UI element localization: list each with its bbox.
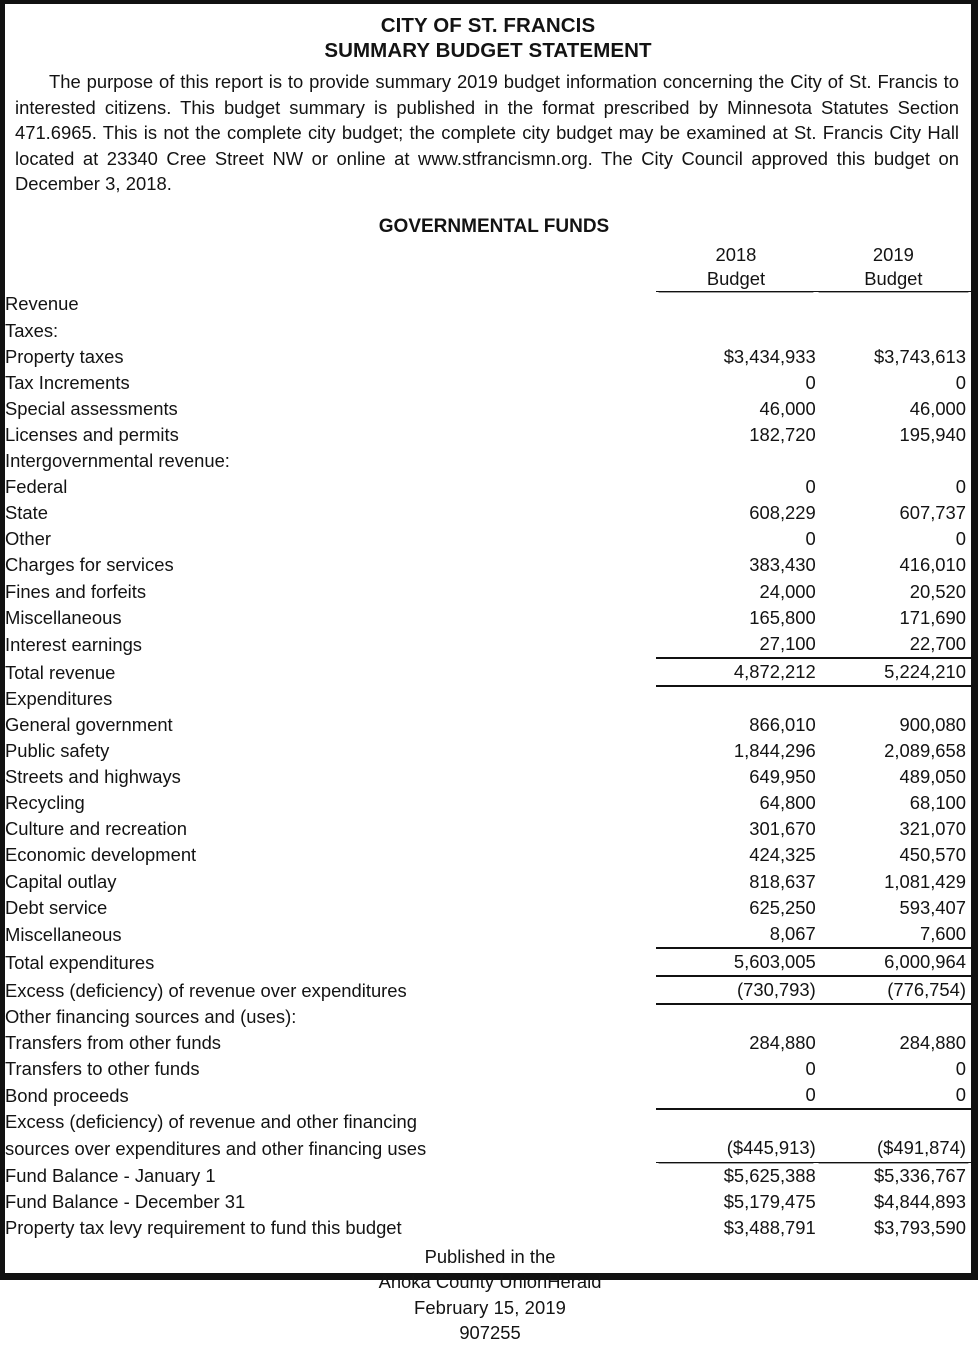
table-row [5, 921, 971, 948]
excess-total-blank-2018 [656, 1109, 816, 1135]
row-value-2019: 489,050 [899, 766, 966, 788]
footer-date-line: February 15, 2019 [414, 1296, 566, 1318]
row-label: Miscellaneous [5, 923, 122, 945]
table-row [5, 976, 971, 1004]
row-value-2018: 8,067 [656, 921, 816, 948]
row-label: Other [5, 528, 51, 550]
row-label: Interest earnings [5, 633, 142, 655]
excess-total-label-line1: Excess (deficiency) of revenue and other financing [5, 1111, 417, 1133]
column-header-type-2019: Budget [816, 267, 971, 292]
row-value-2019: 7,600 [816, 921, 971, 948]
publication-footer [5, 1244, 971, 1346]
table-row [5, 474, 971, 500]
row-label: Culture and recreation [5, 818, 187, 840]
excess-total-value-2019: ($491,874) [816, 1135, 971, 1162]
row-value-2019: 0 [955, 371, 966, 393]
table-row [5, 1004, 971, 1030]
table-header-row-year [5, 242, 971, 267]
footer-newspaper-line: Anoka County UnionHerald [378, 1271, 602, 1293]
row-value-2018: 0 [805, 528, 816, 550]
row-label: Charges for services [5, 554, 174, 576]
row-label: Recycling [5, 792, 85, 814]
table-row [5, 526, 971, 552]
row-value-2019: 20,520 [909, 580, 966, 602]
row-value-2019: 0 [955, 1058, 966, 1080]
table-row [5, 344, 971, 370]
row-value-2018: 649,950 [749, 766, 816, 788]
row-value-2018: 64,800 [759, 792, 816, 814]
row-value-2018: $3,434,933 [723, 345, 816, 367]
row-label: Miscellaneous [5, 606, 122, 628]
row-value-2019 [816, 686, 971, 712]
row-value-2018: 182,720 [749, 423, 816, 445]
row-label: Bond proceeds [5, 1085, 129, 1107]
row-value-2019: 416,010 [899, 554, 966, 576]
row-label: State [5, 502, 48, 524]
row-value-2018: 625,250 [749, 896, 816, 918]
table-row [5, 895, 971, 921]
row-value-2018: 46,000 [759, 397, 816, 419]
row-label: Public safety [5, 740, 110, 762]
row-value-2019: $3,793,590 [873, 1216, 966, 1238]
row-value-2018: 0 [656, 1082, 816, 1109]
table-row [5, 396, 971, 422]
table-row [5, 816, 971, 842]
row-value-2018 [656, 448, 816, 474]
row-value-2019: 284,880 [899, 1032, 966, 1054]
row-value-2018: 165,800 [749, 606, 816, 628]
excess-total-blank-2019 [816, 1109, 971, 1135]
row-value-2019: 900,080 [899, 713, 966, 735]
excess-total-row-line2 [5, 1135, 971, 1162]
row-label: Other financing sources and (uses): [5, 1006, 297, 1027]
row-value-2018 [656, 1004, 816, 1030]
row-value-2018: 608,229 [749, 502, 816, 524]
table-row [5, 764, 971, 790]
row-value-2018: (730,793) [656, 976, 816, 1004]
table-row [5, 1189, 971, 1215]
table-row [5, 738, 971, 764]
table-row [5, 291, 971, 317]
row-label: Intergovernmental revenue: [5, 450, 230, 472]
row-label: Revenue [5, 293, 79, 315]
table-row [5, 318, 971, 344]
row-label: Property tax levy requirement to fund this budget [5, 1216, 402, 1238]
excess-total-row-line1 [5, 1109, 971, 1135]
section-title-governmental-funds: GOVERNMENTAL FUNDS [378, 215, 610, 237]
row-label: Economic development [5, 844, 197, 866]
table-row [5, 1162, 971, 1189]
row-value-2018: 866,010 [749, 713, 816, 735]
row-value-2019: 0 [955, 476, 966, 498]
row-value-2019: $3,743,613 [873, 345, 966, 367]
table-row [5, 552, 971, 578]
row-label: Special assessments [5, 397, 178, 419]
table-row [5, 712, 971, 738]
table-header-row-type [5, 267, 971, 292]
row-value-2018 [656, 318, 816, 344]
table-row [5, 658, 971, 686]
row-value-2019: $5,336,767 [873, 1164, 966, 1186]
row-label: Fund Balance - January 1 [5, 1164, 216, 1186]
table-row [5, 790, 971, 816]
table-row [5, 605, 971, 631]
row-value-2019 [816, 291, 971, 317]
row-label: Debt service [5, 896, 108, 918]
row-value-2019: 46,000 [909, 397, 966, 419]
table-row [5, 948, 971, 976]
row-value-2019 [816, 448, 971, 474]
header-spacer [5, 242, 656, 267]
table-row [5, 1215, 971, 1241]
row-value-2018: 4,872,212 [656, 658, 816, 686]
title-line-city: CITY OF ST. FRANCIS [380, 14, 596, 37]
row-label: Property taxes [5, 345, 124, 367]
table-row [5, 1082, 971, 1109]
row-value-2019: $4,844,893 [873, 1190, 966, 1212]
row-label: Expenditures [5, 687, 113, 709]
row-label: General government [5, 713, 173, 735]
row-label: Tax Increments [5, 371, 130, 393]
column-header-year-2018: 2018 [715, 243, 757, 265]
row-value-2018: 284,880 [749, 1032, 816, 1054]
table-row [5, 579, 971, 605]
row-value-2019: 2,089,658 [884, 740, 966, 762]
row-value-2018: 0 [805, 1058, 816, 1080]
row-value-2018: 0 [805, 371, 816, 393]
table-row [5, 1030, 971, 1056]
row-value-2018 [656, 686, 816, 712]
row-value-2019: 171,690 [899, 606, 966, 628]
row-label: Taxes: [5, 319, 59, 341]
column-header-year-2019: 2019 [872, 243, 914, 265]
row-label: Excess (deficiency) of revenue over expenditures [5, 979, 407, 1001]
row-value-2019: 195,940 [899, 423, 966, 445]
row-value-2018: 1,844,296 [733, 740, 816, 762]
row-value-2019: 450,570 [899, 844, 966, 866]
row-value-2018: 5,603,005 [656, 948, 816, 976]
row-label: Transfers to other funds [5, 1058, 200, 1080]
row-label: Fines and forfeits [5, 580, 147, 602]
row-value-2018: 818,637 [749, 870, 816, 892]
row-value-2019: 321,070 [899, 818, 966, 840]
row-value-2019: (776,754) [816, 976, 971, 1004]
table-row [5, 370, 971, 396]
document-body [5, 4, 971, 1344]
row-value-2019: 68,100 [909, 792, 966, 814]
footer-reference-number: 907255 [459, 1322, 521, 1344]
intro-paragraph: The purpose of this report is to provide summary 2019 budget information concerning the City of St. Francis to interested citizens. This budget summary is published in the format prescribed by Minnesota Statutes Section 471.6965. This is not the complete city budget; the complete city budget may be examined at St. Francis City Hall located at 23340 Cree Street NW or online at www.stfrancismn.org. The City Council approved this budget on December 3, 2018. [15, 71, 959, 195]
table-row [5, 448, 971, 474]
row-value-2018: $5,179,475 [723, 1190, 816, 1212]
excess-total-label-line2: sources over expenditures and other financing uses [5, 1137, 427, 1159]
row-value-2019 [816, 1004, 971, 1030]
footer-published-line: Published in the [424, 1245, 556, 1267]
row-value-2019 [816, 318, 971, 344]
document-title [5, 14, 971, 63]
row-label: Streets and highways [5, 766, 181, 788]
row-value-2019: 1,081,429 [884, 870, 966, 892]
row-value-2018: $3,488,791 [723, 1216, 816, 1238]
row-value-2019: 607,737 [899, 502, 966, 524]
budget-table [5, 242, 971, 1241]
row-label: Fund Balance - December 31 [5, 1190, 246, 1212]
row-value-2018: 27,100 [656, 631, 816, 658]
row-label: Transfers from other funds [5, 1032, 221, 1054]
row-value-2018: 383,430 [749, 554, 816, 576]
row-value-2019: 22,700 [816, 631, 971, 658]
row-value-2018: 24,000 [759, 580, 816, 602]
table-row [5, 686, 971, 712]
row-label: Total expenditures [5, 951, 155, 973]
row-label: Capital outlay [5, 870, 117, 892]
row-label: Total revenue [5, 661, 116, 683]
row-value-2018: 424,325 [749, 844, 816, 866]
row-label: Federal [5, 476, 68, 498]
row-value-2019: 5,224,210 [816, 658, 971, 686]
excess-total-value-2018: ($445,913) [656, 1135, 816, 1162]
table-row [5, 1056, 971, 1082]
title-line-statement: SUMMARY BUDGET STATEMENT [324, 39, 652, 62]
row-label: Licenses and permits [5, 423, 179, 445]
row-value-2018 [656, 291, 816, 317]
table-row [5, 869, 971, 895]
table-row [5, 631, 971, 658]
table-row [5, 842, 971, 868]
row-value-2019: 593,407 [899, 896, 966, 918]
row-value-2019: 6,000,964 [816, 948, 971, 976]
row-value-2019: 0 [816, 1082, 971, 1109]
table-row [5, 500, 971, 526]
row-value-2018: 0 [805, 476, 816, 498]
column-header-type-2018: Budget [656, 267, 816, 292]
table-row [5, 422, 971, 448]
header-spacer [5, 267, 656, 292]
row-value-2018: $5,625,388 [723, 1164, 816, 1186]
row-value-2018: 301,670 [749, 818, 816, 840]
row-value-2019: 0 [955, 528, 966, 550]
